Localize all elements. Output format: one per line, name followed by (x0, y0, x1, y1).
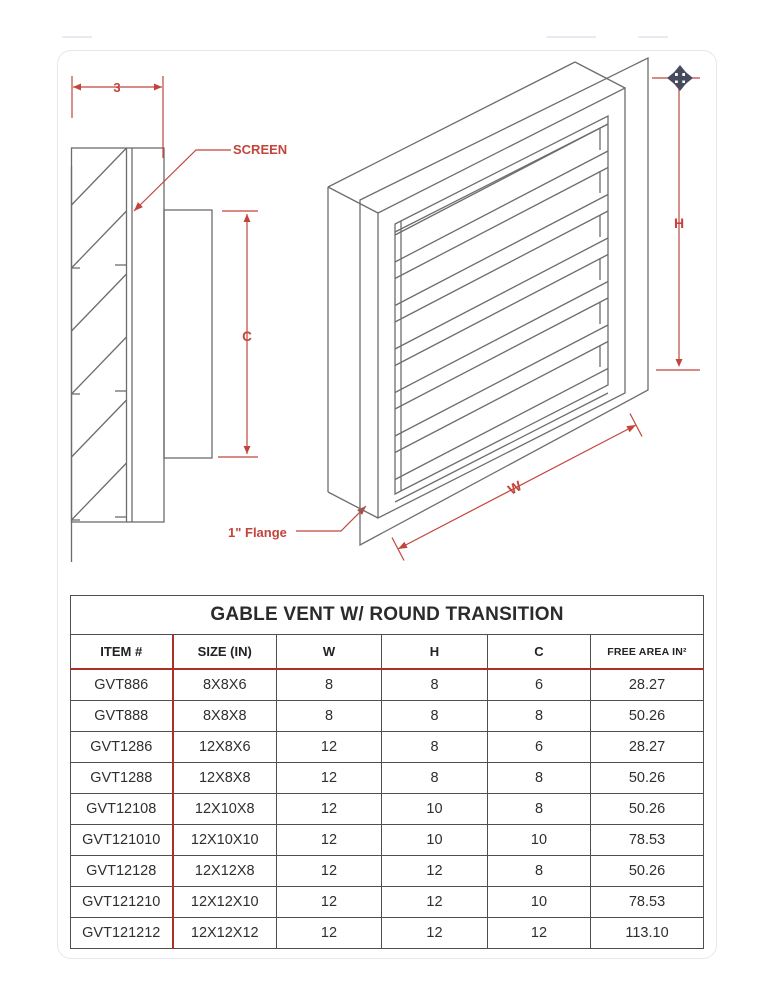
height-dim-label: H (673, 215, 685, 231)
w-value: 12 (277, 794, 382, 825)
item-number: GVT12108 (71, 794, 173, 825)
size-value: 8X8X8 (173, 701, 277, 732)
free-area-value: 50.26 (591, 794, 704, 825)
w-value: 12 (277, 732, 382, 763)
free-area-value: 28.27 (591, 669, 704, 701)
table-title-row (71, 596, 704, 635)
h-value: 8 (382, 763, 488, 794)
free-area-value: 50.26 (591, 701, 704, 732)
c-value: 8 (488, 701, 591, 732)
item-number: GVT121010 (71, 825, 173, 856)
item-number: GVT1288 (71, 763, 173, 794)
w-value: 12 (277, 763, 382, 794)
table-row (71, 732, 704, 763)
width-dim-label: W (505, 477, 525, 498)
c-value: 8 (488, 856, 591, 887)
col-header-size: SIZE (IN) (173, 635, 277, 670)
c-value: 8 (488, 794, 591, 825)
flange-callout (228, 506, 366, 540)
dimension-H (652, 78, 700, 370)
c-value: 10 (488, 825, 591, 856)
screen-label: SCREEN (233, 142, 288, 157)
table-row (71, 763, 704, 794)
c-value: 12 (488, 918, 591, 949)
w-value: 8 (277, 669, 382, 701)
h-value: 8 (382, 669, 488, 701)
col-header-free-area: FREE AREA IN² (591, 635, 704, 670)
h-value: 12 (382, 856, 488, 887)
move-icon[interactable] (667, 65, 693, 91)
size-value: 12X8X6 (173, 732, 277, 763)
size-value: 12X12X12 (173, 918, 277, 949)
c-value: 8 (488, 763, 591, 794)
w-value: 8 (277, 701, 382, 732)
louver-box-section (72, 148, 165, 522)
table-title: GABLE VENT W/ ROUND TRANSITION (71, 596, 704, 635)
h-value: 10 (382, 794, 488, 825)
depth-dim-label: 3 (113, 80, 121, 95)
w-value: 12 (277, 887, 382, 918)
item-number: GVT121212 (71, 918, 173, 949)
table-row (71, 887, 704, 918)
size-value: 12X8X8 (173, 763, 277, 794)
free-area-value: 50.26 (591, 856, 704, 887)
frame-front (378, 88, 625, 518)
item-number: GVT888 (71, 701, 173, 732)
round-transition-section (164, 210, 212, 458)
c-value: 6 (488, 732, 591, 763)
dimension-C (218, 211, 258, 457)
size-value: 8X8X6 (173, 669, 277, 701)
screen-callout (134, 142, 287, 211)
col-header-item: ITEM # (71, 635, 173, 670)
col-header-h: H (382, 635, 488, 670)
collar-dim-label: C (242, 329, 252, 344)
h-value: 12 (382, 887, 488, 918)
table-row (71, 825, 704, 856)
item-number: GVT886 (71, 669, 173, 701)
dimension-3 (72, 76, 163, 158)
w-value: 12 (277, 918, 382, 949)
spec-table (70, 595, 704, 949)
h-value: 8 (382, 732, 488, 763)
w-value: 12 (277, 825, 382, 856)
item-number: GVT1286 (71, 732, 173, 763)
free-area-value: 78.53 (591, 887, 704, 918)
size-value: 12X12X10 (173, 887, 277, 918)
c-value: 10 (488, 887, 591, 918)
screen-hatch (72, 148, 127, 520)
h-value: 8 (382, 701, 488, 732)
flange-label: 1" Flange (228, 525, 287, 540)
free-area-value: 50.26 (591, 763, 704, 794)
size-value: 12X12X8 (173, 856, 277, 887)
item-number: GVT121210 (71, 887, 173, 918)
col-header-w: W (277, 635, 382, 670)
col-header-c: C (488, 635, 591, 670)
size-value: 12X10X8 (173, 794, 277, 825)
table-row (71, 701, 704, 732)
free-area-value: 113.10 (591, 918, 704, 949)
dimension-W (392, 414, 642, 561)
h-value: 12 (382, 918, 488, 949)
free-area-value: 28.27 (591, 732, 704, 763)
frame-opening (395, 116, 608, 502)
table-header-row (71, 635, 704, 670)
table-row (71, 794, 704, 825)
table-row (71, 918, 704, 949)
table-row (71, 669, 704, 701)
c-value: 6 (488, 669, 591, 701)
item-number: GVT12128 (71, 856, 173, 887)
h-value: 10 (382, 825, 488, 856)
size-value: 12X10X10 (173, 825, 277, 856)
w-value: 12 (277, 856, 382, 887)
table-row (71, 856, 704, 887)
side-view (72, 148, 213, 562)
iso-view (328, 58, 648, 545)
free-area-value: 78.53 (591, 825, 704, 856)
